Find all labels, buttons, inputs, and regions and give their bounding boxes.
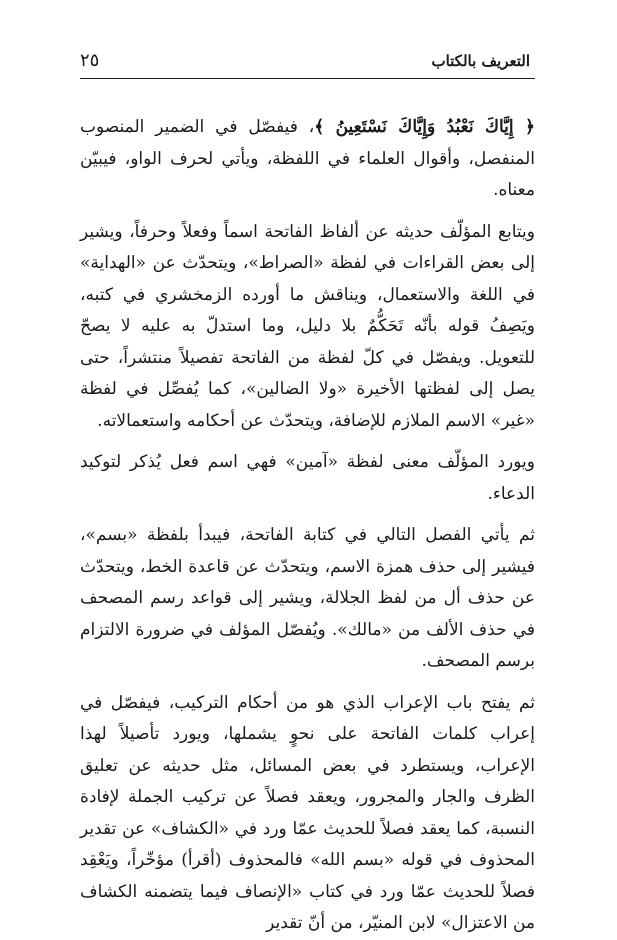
body-text — [80, 112, 535, 940]
paragraph-text: ثم يأتي الفصل التالي في كتابة الفاتحة، فيبدأ بلفظة «بسم»، فيشير إلى حذف همزة الاسم، ويتحدّث عن قاعدة الخط، ويتحدّث عن حذف أل من لفظ الجلالة، ويشير إلى قواعد رسم المصحف في حذف الألف من «مالك». ويُفصّل المؤلف في ضرورة الالتزام برسم المصحف. — [80, 525, 535, 671]
page-header — [80, 50, 530, 76]
running-title: التعريف بالكتاب — [431, 52, 530, 70]
page-number: ٢٥ — [80, 50, 100, 71]
paragraph-text: ثم يفتح باب الإعراب الذي هو من أحكام التركيب، فيفصّل في إعراب كلمات الفاتحة على نحوٍ يشملها، ويورد تأصيلاً لهذا الإعراب، ويستطرد في بعض المسائل، مثل حديثه عن تعليق الظرف والجار والمجرور، ويعقد فصلاً عن تركيب الجملة لإفادة النسبة، كما يعقد فصلاً للحديث عمّا ورد في «الكشاف» عن تقدير المحذوف في قوله «بسم الله» فالمحذوف (أقرأ) مؤخّراً، ويَعْقِد فصلاً للحديث عمّا ورد في كتاب «الإنصاف فيما يتضمنه الكشاف من الاعتزال» لابن المنيّر، من أنّ تقدير — [80, 692, 535, 933]
paragraph-3 — [80, 447, 535, 510]
paragraph-text: ويورد المؤلّف معنى لفظة «آمين» فهي اسم فعل يُذكر لتوكيد الدعاء. — [80, 452, 535, 504]
paragraph-5 — [80, 688, 535, 940]
quran-verse: ﴿ إِيَّاكَ نَعْبُدُ وَإِيَّاكَ نَسْتَعِينُ ﴾ — [314, 117, 535, 137]
paragraph-text: ويتابع المؤلّف حديثه عن ألفاظ الفاتحة اسماً وفعلاً وحرفاً، ويشير إلى بعض القراءات في لفظة «الصراط»، ويتحدّث عن «الهداية» في اللغة والاستعمال، ويناقش ما أورده الزمخشري في كتبه، ويَصِفُ قوله بأنّه تَحَكُّمٌ بلا دليل، وما استدلّ به عليه لا يصحّ للتعويل. ويفصّل في كلّ لفظة من الفاتحة تفصيلاً منتشراً، حتى يصل إلى لفظتها الأخيرة «ولا الضالين»، كما يُفصِّل في لفظة «غير» الاسم الملازم للإضافة، ويتحدّث عن أحكامه واستعمالاته. — [80, 221, 535, 431]
paragraph-2 — [80, 217, 535, 438]
paragraph-4 — [80, 520, 535, 678]
header-rule — [80, 78, 535, 79]
paragraph-1 — [80, 112, 535, 207]
paragraph-text: ، فيفصّل في الضمير المنصوب المنفصل، وأقوال العلماء في اللفظة، ويأتي لحرف الواو، فيبيّن معناه. — [80, 117, 535, 200]
